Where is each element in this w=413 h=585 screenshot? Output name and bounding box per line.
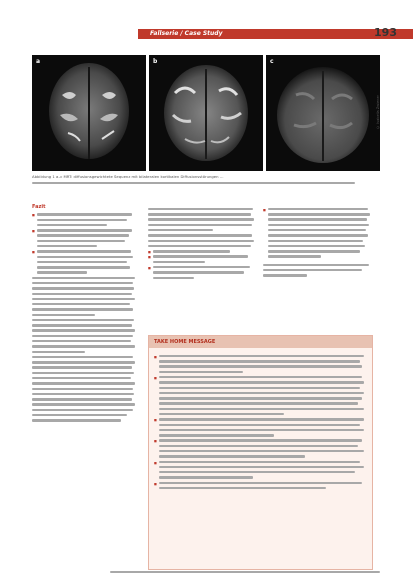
text-column-middle <box>148 205 256 280</box>
caption-text: Abbildung 1 a–c MRT: diffusionsgewichtete Sequenz mit bilateralen kortikalen Diffusionsstörungen … <box>32 174 224 179</box>
take-home-message-box <box>148 335 373 570</box>
brain-scan-c <box>266 55 380 171</box>
body-paragraph <box>32 277 137 316</box>
fazit-heading: Fazit <box>32 204 46 210</box>
figure-caption <box>32 174 372 184</box>
fazit-bullet <box>32 250 137 274</box>
list-item <box>148 255 256 263</box>
mri-panel-b <box>149 55 263 171</box>
fazit-bullet <box>32 229 137 247</box>
body-paragraph <box>148 208 256 232</box>
brain-scan-b <box>149 55 263 171</box>
running-title: Fallserie / Case Study <box>150 30 223 37</box>
list-item <box>148 266 256 279</box>
take-home-bullet <box>154 439 368 457</box>
body-paragraph <box>263 264 373 277</box>
image-credit: © Isabella Zwiener <box>376 95 380 129</box>
body-paragraph <box>32 356 137 422</box>
panel-label-a: a <box>36 58 41 65</box>
take-home-bullet <box>154 418 368 436</box>
take-home-bullet <box>154 355 368 373</box>
body-paragraph <box>32 319 137 353</box>
fazit-bullet <box>32 213 137 226</box>
mri-figure <box>32 55 382 171</box>
panel-label-c: c <box>270 58 274 65</box>
take-home-bullet <box>154 482 368 490</box>
list-item <box>148 250 256 252</box>
brain-scan-a <box>32 55 146 171</box>
footer-line <box>110 571 380 573</box>
mri-panel-a <box>32 55 146 171</box>
take-home-bullet <box>154 461 368 479</box>
take-home-bullet <box>154 376 368 415</box>
fazit-column <box>32 205 137 422</box>
take-home-heading: TAKE HOME MESSAGE <box>149 336 372 348</box>
caption-line <box>32 182 355 184</box>
page-footer <box>110 571 380 573</box>
list-item <box>263 208 373 258</box>
text-column-right <box>263 205 373 277</box>
page-header <box>0 0 413 53</box>
page-number: 193 <box>374 26 397 39</box>
take-home-body <box>154 352 368 491</box>
body-paragraph <box>148 234 256 247</box>
mri-panel-c <box>266 55 380 171</box>
panel-label-b: b <box>153 58 158 65</box>
